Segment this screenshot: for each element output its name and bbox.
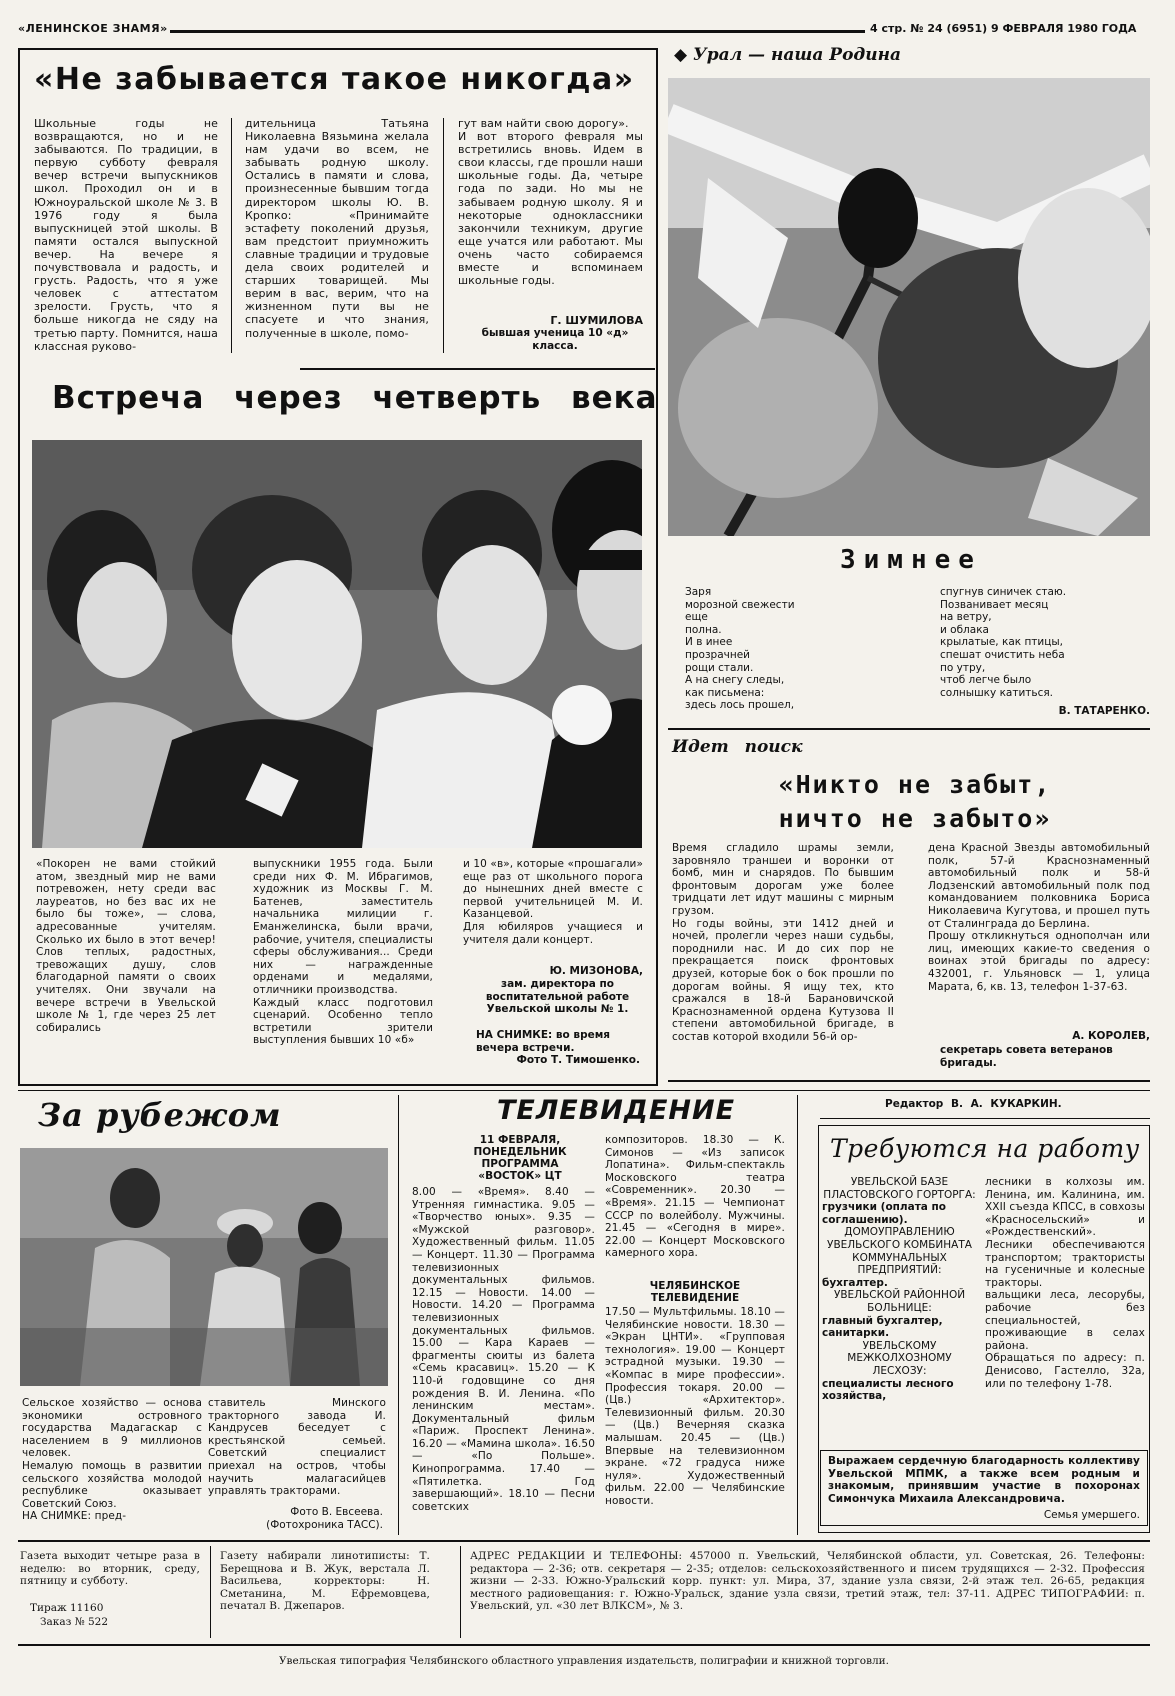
- column-rule: [210, 1546, 211, 1638]
- poem-line: крылатые, как птицы,: [940, 636, 1064, 649]
- footer-printer: Увельская типография Челябинского областного управления издательств, полиграфии и книжной торговли.: [278, 1655, 890, 1667]
- article1-headline: «Не забывается такое никогда»: [34, 62, 635, 97]
- article2-signature-role: зам. директора по воспитательной работе Увельской школы № 1.: [485, 978, 630, 1016]
- poem-line: здесь лось прошел,: [685, 699, 795, 712]
- frost-photo: [668, 78, 1150, 536]
- abroad-credit-1: Фото В. Евсеева.: [290, 1506, 383, 1518]
- tv-day: 11 ФЕВРАЛЯ, ПОНЕДЕЛЬНИК ПРОГРАММА «ВОСТОК» ЦТ: [473, 1134, 567, 1182]
- column-rule: [231, 118, 232, 353]
- editor-name: В. А. КУКАРКИН.: [950, 1098, 1062, 1110]
- poem-col1: [685, 586, 885, 712]
- footer-rule: [18, 1644, 1150, 1646]
- tv-col2b: 17.50 — Мультфильмы. 18.10 — Челябинские новости. 18.30 — «Экран ЦНТИ». «Групповая технология». 19.00 — Концерт эстрадной музыки. 19.30 — «Компас в мире профессии». Профессия токаря. 20.00 — (Цв.) «Архитектор». Телевизионный фильм. 20.30 — (Цв.) Вечерняя сказка малышам. 20.45 — (Цв.) Впервые на телевизионном экране. «72 градуса ниже нуля». Художественный фильм. 22.00 — Челябинские новости.: [605, 1306, 785, 1507]
- article1-signature-role: бывшая ученица 10 «д» класса.: [481, 327, 629, 352]
- jobs-col1: [822, 1176, 977, 1403]
- tv-headline: ТЕЛЕВИДЕНИЕ: [497, 1095, 736, 1126]
- poem-line: на ветру,: [940, 611, 992, 624]
- poem-col2: [940, 586, 1150, 699]
- jobs-position: бухгалтер.: [822, 1276, 888, 1289]
- ural-rubric: [674, 45, 901, 65]
- abroad-col2: ставитель Минского тракторного завода И. Кандрусев беседует с крестьянской семьей. Советский специалист приехал на остров, чтобы научить малагасийцев управлять тракторами.: [208, 1397, 386, 1498]
- poem-line: Позванивает месяц: [940, 598, 1049, 611]
- section-rule: [300, 368, 655, 370]
- poem-line: еще: [685, 611, 708, 624]
- jobs-headline: Требуются на работу: [830, 1134, 1140, 1163]
- poem-line: как письмена:: [685, 686, 765, 699]
- ural-rubric-text: Урал — наша Родина: [693, 45, 902, 65]
- jobs-position: главный бухгалтер, санитарки.: [822, 1314, 943, 1340]
- footer-circulation: Тираж 11160: [30, 1602, 104, 1614]
- poem-line: рощи стали.: [685, 661, 754, 674]
- article2-col2: выпускники 1955 года. Были среди них Ф. М. Ибрагимов, художник из Москвы Г. М. Батенев, заместитель начальника милиции г. Еманжелинска, были врачи, рабочие, учителя, специалисты сферы обслуживания... Среди них — награжденные орденами и медалями, отличники производства. Каждый класс подготовил сценарий. Особенно тепло встретили зрители выступления бывших 10 «б»: [253, 858, 433, 1047]
- poem-line: солнышку катиться.: [940, 686, 1054, 699]
- article2-headline: Встреча через четверть века: [52, 380, 658, 416]
- column-rule: [443, 118, 444, 353]
- section-rule: [18, 1090, 1150, 1091]
- article1-signature: Г. ШУМИЛОВА: [550, 314, 643, 327]
- poem-line: по утру,: [940, 661, 986, 674]
- footer-typesetters: Газету набирали линотиписты: Т. Берещнова и В. Жук, верстала Л. Васильева, корректоры: Н. Сметанина, М. Ефремовцева, печатал В. Джепаров.: [220, 1550, 430, 1613]
- article2-col1: «Покорен не вами стойкий атом, звездный мир не вами потревожен, нету среди вас лауреатов, но без вас их не было бы тоже», — слова, адресованные учителям. Сколько их было в этот вечер! Слов теплых, радостных, тревожащих душу, слов благодарной памяти о своих учителях. Они звучали на вечере встречи в Увельской школе № 1, где через 25 лет собирались: [36, 858, 216, 1034]
- footer-schedule: Газета выходит четыре раза в неделю: во вторник, среду, пятницу и субботу.: [20, 1550, 200, 1588]
- section-rule: [668, 728, 1150, 730]
- masthead-paper-name: «ЛЕНИНСКОЕ ЗНАМЯ»: [18, 22, 168, 35]
- footer-address: АДРЕС РЕДАКЦИИ И ТЕЛЕФОНЫ: 457000 п. Увельский, Челябинской области, ул. Советская, 26. Телефоны: редактора — 2-36; отв. секретаря — 2-35; отделов: сельскохозяйственного и писем трудящихся — 2-32. Профессия жизни — 2-33. Южно-Уральский корр. пункт: ул. Мира, 37, здание узла связи, 2-й этаж тел. 26-65, редакция местного радиовещания: г. Южно-Уральск, здание узла связи, третий этаж, тел: 37-11. АДРЕС ТИПОГРАФИИ: п. Увельский, ул. «30 лет ВЛКСМ», № 3.: [470, 1550, 1145, 1613]
- abroad-col1: Сельское хозяйство — основа экономики островного государства Мадагаскар с населением в 9 миллионов человек. Немалую помощь в развитии сельского хозяйства молодой республике оказывает Советский Союз. НА СНИМКЕ: пред-: [22, 1397, 202, 1523]
- tv-col2a: композиторов. 18.30 — К. Симонов — «Из записок Лопатина». Фильм-спектакль Московского театра «Современник». 20.30 — «Время». 21.15 — Чемпионат СССР по волейболу. Мужчины. 21.45 — «Сегодня в мире». 22.00 — Концерт Московского камерного хора.: [605, 1134, 785, 1260]
- tv-chelyabinsk-head: ЧЕЛЯБИНСКОЕ ТЕЛЕВИДЕНИЕ: [649, 1280, 741, 1304]
- condolence-family: Семья умершего.: [1043, 1509, 1140, 1521]
- poem-line: морозной свежести: [685, 598, 795, 611]
- article1-col1: Школьные годы не возвращаются, но и не забываются. По традиции, в первую субботу февраля вечер встречи выпускников школ. Проходил он и в Южноуральской школе № 3. В 1976 году я была выпускницей этой школы. В памяти остался выпускной вечер. На вечере я почувствовала и радость, и грусть. Радость, что я уже человек с аттестатом зрелости. Грусть, что я больше никогда не сяду на третью парту. Помнится, наша классная руково-: [34, 117, 218, 353]
- jobs-employer: УВЕЛЬСКОЙ РАЙОННОЙ БОЛЬНИЦЕ:: [833, 1289, 966, 1314]
- editor-label: Редактор: [885, 1098, 944, 1110]
- article1-col3: гут вам найти свою дорогу». И вот второго февраля мы встретились вновь. Идем в свои классы, где прошли наши школьные годы. Да, четыре года по зади. Но мы не забываем родную школу. Я и некоторые одноклассники закончили техникум, другие еще учатся или работают. Мы очень часто собираемся вместе и вспоминаем школьные годы.: [458, 117, 643, 288]
- article2-signature: Ю. МИЗОНОВА,: [549, 965, 643, 977]
- article3-signature: А. КОРОЛЕВ,: [1072, 1030, 1150, 1042]
- jobs-employer: УВЕЛЬСКОМУ МЕЖКОЛХОЗНОМУ ЛЕСХОЗУ:: [847, 1339, 952, 1377]
- condolence-text: Выражаем сердечную благодарность коллективу Увельской МПМК, а также всем родным и знакомым, принявшим участие в похоронах Симончука Михаила Александровича.: [828, 1455, 1140, 1505]
- article3-signature-role: секретарь совета ветеранов бригады.: [940, 1044, 1113, 1069]
- article3-headline-2: ничто не забыто»: [778, 804, 1052, 833]
- column-rule: [398, 1095, 399, 1535]
- tv-col1: 8.00 — «Время». 8.40 — Утренняя гимнастика. 9.05 — «Творчество юных». 9.35 — «Мужской разговор». Художественный фильм. 11.05 — Концерт. 11.30 — Программа телевизионных документальных фильмов. 12.15 — Новости. 14.00 — Новости. 14.20 — Программа телевизионных документальных фильмов. 15.00 — Кара Караев — фрагменты сюиты из балета «Семь красавиц». 15.20 — К 110-й годовщине со дня рождения В. И. Ленина. «По ленинским местам». Документальный фильм «Париж. Проспект Ленина». 16.20 — «Мамина школа». 16.50 — «По Польше». Кинопрограмма. 17.40 — «Пятилетка. Год завершающий». 18.10 — Песни советских: [412, 1186, 595, 1513]
- diamond-icon: ◆: [674, 45, 693, 65]
- abroad-credit-2: (Фотохроника ТАСС).: [266, 1519, 383, 1531]
- poem-line: Заря: [685, 586, 712, 598]
- masthead-rule: [170, 30, 865, 33]
- column-rule: [797, 1095, 798, 1535]
- article3-rubric: Идет поиск: [672, 737, 803, 757]
- poem-line: А на снегу следы,: [685, 674, 785, 687]
- jobs-position: грузчики (оплата по соглашению).: [822, 1201, 946, 1226]
- article2-photo-credit: Фото Т. Тимошенко.: [516, 1054, 640, 1066]
- abroad-headline: За рубежом: [38, 1096, 282, 1134]
- poem-line: и облака: [940, 623, 989, 636]
- jobs-col2: лесники в колхозы им. Ленина, им. Калинина, им. XXII съезда КПСС, в совхозы «Красносельский» и «Рождественский». Лесники обеспечиваются транспортом; трактористы на гусеничные и колесные тракторы. вальщики леса, лесорубы, рабочие без специальностей, проживающие в селах района. Обращаться по адресу: п. Денисово, Гастелло, 32а, или по телефону 1-78.: [985, 1176, 1145, 1390]
- abroad-photo: [20, 1148, 388, 1386]
- article1-col2: дительница Татьяна Николаевна Вязьмина желала нам удачи во всем, не забывать родную школу. Остались в памяти и слова, произнесенные бывшим тогда директором школы Ю. В. Кропко: «Принимайте эстафету поколений друзья, вам предстоит приумножить славные традиции и трудовые дела своих родителей и старших товарищей. Мы верим в вас, верим, что на жизненном пути вы не спасуете и что знания, полученные в школе, помо-: [245, 117, 429, 340]
- article3-headline-1: «Никто не забыт,: [778, 770, 1052, 799]
- masthead-issue: 4 стр. № 24 (6951) 9 ФЕВРАЛЯ 1980 ГОДА: [870, 22, 1137, 35]
- poem-title: Зимнее: [840, 545, 982, 575]
- section-rule: [668, 1080, 1150, 1082]
- editor-line: [885, 1098, 1145, 1111]
- section-rule: [820, 1118, 1150, 1119]
- poem-line: полна.: [685, 623, 722, 636]
- poem-line: спешат очистить неба: [940, 648, 1065, 661]
- jobs-employer: УВЕЛЬСКОЙ БАЗЕ ПЛАСТОВСКОГО ГОРТОРГА:: [823, 1176, 976, 1201]
- poem-line: И в инее: [685, 636, 733, 649]
- poem-line: чтоб легче было: [940, 674, 1032, 687]
- article2-photo-caption: НА СНИМКЕ: во время вечера встречи.: [476, 1029, 611, 1054]
- article3-col2: дена Красной Звезды автомобильный полк, 57-й Краснознаменный автомобильный полк и 58-й Лодзенский автомобильный полк под командованием полковника Бориса Николаевича Кугутова, и прошел путь от Сталинграда до Берлина. Прошу откликнуться однополчан или лиц, имеющих какие-то сведения о воинах этой бригады по адресу: 432001, г. Ульяновск — 1, улица Марата, 6, кв. 13, телефон 1-37-63.: [928, 842, 1150, 993]
- poem-line: спугнув синичек стаю.: [940, 586, 1067, 598]
- poem-author: В. ТАТАРЕНКО.: [1058, 705, 1150, 717]
- footer-order: Заказ № 522: [40, 1616, 109, 1628]
- reunion-photo: [32, 440, 642, 848]
- footer-rule: [18, 1540, 1150, 1542]
- article3-col1: Время сгладило шрамы земли, заровняло траншеи и воронки от бомб, мин и снарядов. По бывшим фронтовым дорогам уже более тридцати лет идут машины с мирным грузом. Но годы войны, эти 1412 дней и ночей, пролегли через наши судьбы, породнили нас. И до сих пор не прекращается поиск фронтовых друзей, которые бок о бок прошли по дорогам войны. Я ищу тех, кто сражался в 18-й Барановичской Краснознаменной ордена Кутузова II степени автомобильной бригаде, в состав которой входили 56-й ор-: [672, 842, 894, 1043]
- column-rule: [460, 1546, 461, 1638]
- poem-line: прозрачней: [685, 648, 750, 661]
- article2-col3: и 10 «в», которые «прошагали» еще раз от школьного порога до нынешних дней вместе с первой учительницей М. И. Казанцевой. Для юбиляров учащиеся и учителя дали концерт.: [463, 858, 643, 946]
- jobs-employer: ДОМОУПРАВЛЕНИЮ УВЕЛЬСКОГО КОМБИНАТА КОММУНАЛЬНЫХ ПРЕДПРИЯТИЙ:: [827, 1226, 972, 1277]
- jobs-position: специалисты лесного хозяйства,: [822, 1377, 954, 1403]
